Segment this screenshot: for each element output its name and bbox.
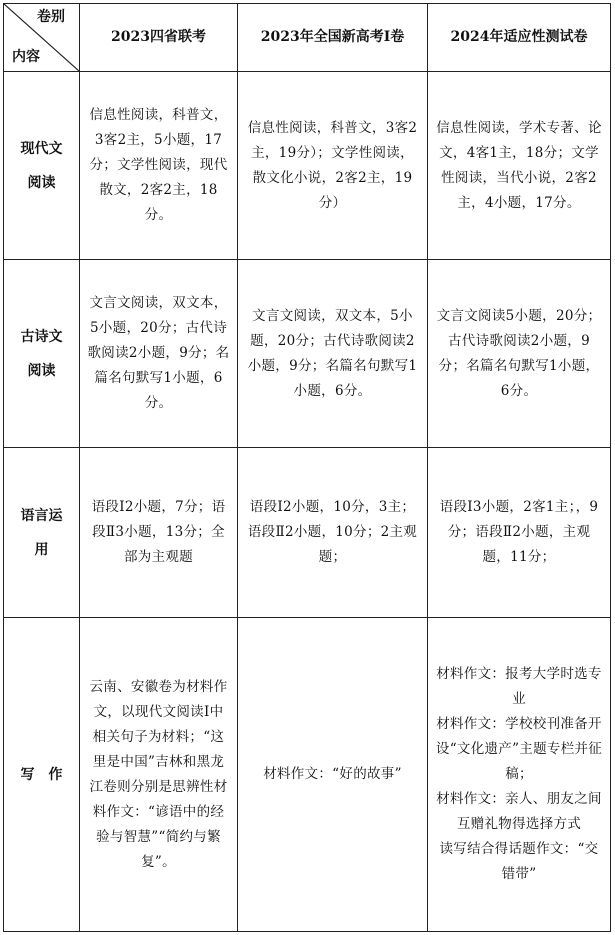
table-cell-writing-2024 xyxy=(428,618,611,932)
row-header-classical-reading: 古诗文阅读 xyxy=(4,260,80,448)
table-cell: 语段Ⅰ2小题，10分，3主；语段Ⅱ2小题，10分；2主观题； xyxy=(238,448,428,618)
row-header-modern-reading: 现代文阅读 xyxy=(4,72,80,260)
writing-item: 材料作文：学校校刊准备开设“文化遗产”主题专栏并征稿； xyxy=(435,716,603,782)
table-cell: 信息性阅读，科普文，3客2主，19分）；文学性阅读，散文化小说，2客2主，19分） xyxy=(238,72,428,260)
writing-item: 材料作文：报考大学时选专业 xyxy=(436,666,602,707)
row-header-language-use: 语言运用 xyxy=(4,448,80,618)
table-cell: 语段Ⅰ2小题，7分；语段Ⅱ3小题，13分；全部为主观题 xyxy=(80,448,238,618)
corner-label-exam: 卷别 xyxy=(37,9,65,25)
writing-item: 材料作文：亲人、朋友之间互赠礼物得选择方式 xyxy=(436,791,602,832)
column-header-2023-four-province: 2023四省联考 xyxy=(80,4,238,72)
table-row xyxy=(4,72,611,260)
table-cell: 文言文阅读5小题，20分；古代诗歌阅读2小题，9分；名篇名句默写1小题，6分。 xyxy=(428,260,611,448)
table-cell: 文言文阅读，双文本，5小题，20分；古代诗歌阅读2小题，9分；名篇名句默写1小题，6分。 xyxy=(80,260,238,448)
corner-label-content: 内容 xyxy=(12,49,40,65)
column-header-2023-national-new-gaokao-1: 2023年全国新高考Ⅰ卷 xyxy=(238,4,428,72)
table-cell: 材料作文：“好的故事” xyxy=(238,618,428,932)
table-cell: 信息性阅读，学术专著、论文，4客1主，18分；文学性阅读，当代小说，2客2主，4小题，17分。 xyxy=(428,72,611,260)
corner-header-cell xyxy=(4,4,80,72)
row-header-writing: 写 作 xyxy=(4,618,80,932)
writing-item: 读写结合得话题作文：“交错带” xyxy=(439,841,599,882)
table-row xyxy=(4,618,611,932)
table-row xyxy=(4,260,611,448)
table-cell: 语段Ⅰ3小题，2客1主；，9分；语段Ⅱ2小题，主观题，11分； xyxy=(428,448,611,618)
comparison-table-sheet xyxy=(3,3,610,931)
table-cell: 文言文阅读，双文本，5小题，20分；古代诗歌阅读2小题，9分；名篇名句默写1小题，6分。 xyxy=(238,260,428,448)
exam-comparison-table xyxy=(3,3,611,932)
header-row xyxy=(4,4,611,72)
table-cell: 云南、安徽卷为材料作文，以现代文阅读Ⅰ中相关句子为材料；“这里是中国”吉林和黑龙江卷则分别是思辨性材料作文：“谚语中的经验与智慧”“简约与繁复”。 xyxy=(80,618,238,932)
column-header-2024-adaptive-test: 2024年适应性测试卷 xyxy=(428,4,611,72)
table-row xyxy=(4,448,611,618)
table-cell: 信息性阅读，科普文，3客2主，5小题，17分；文学性阅读，现代散文，2客2主，18分。 xyxy=(80,72,238,260)
